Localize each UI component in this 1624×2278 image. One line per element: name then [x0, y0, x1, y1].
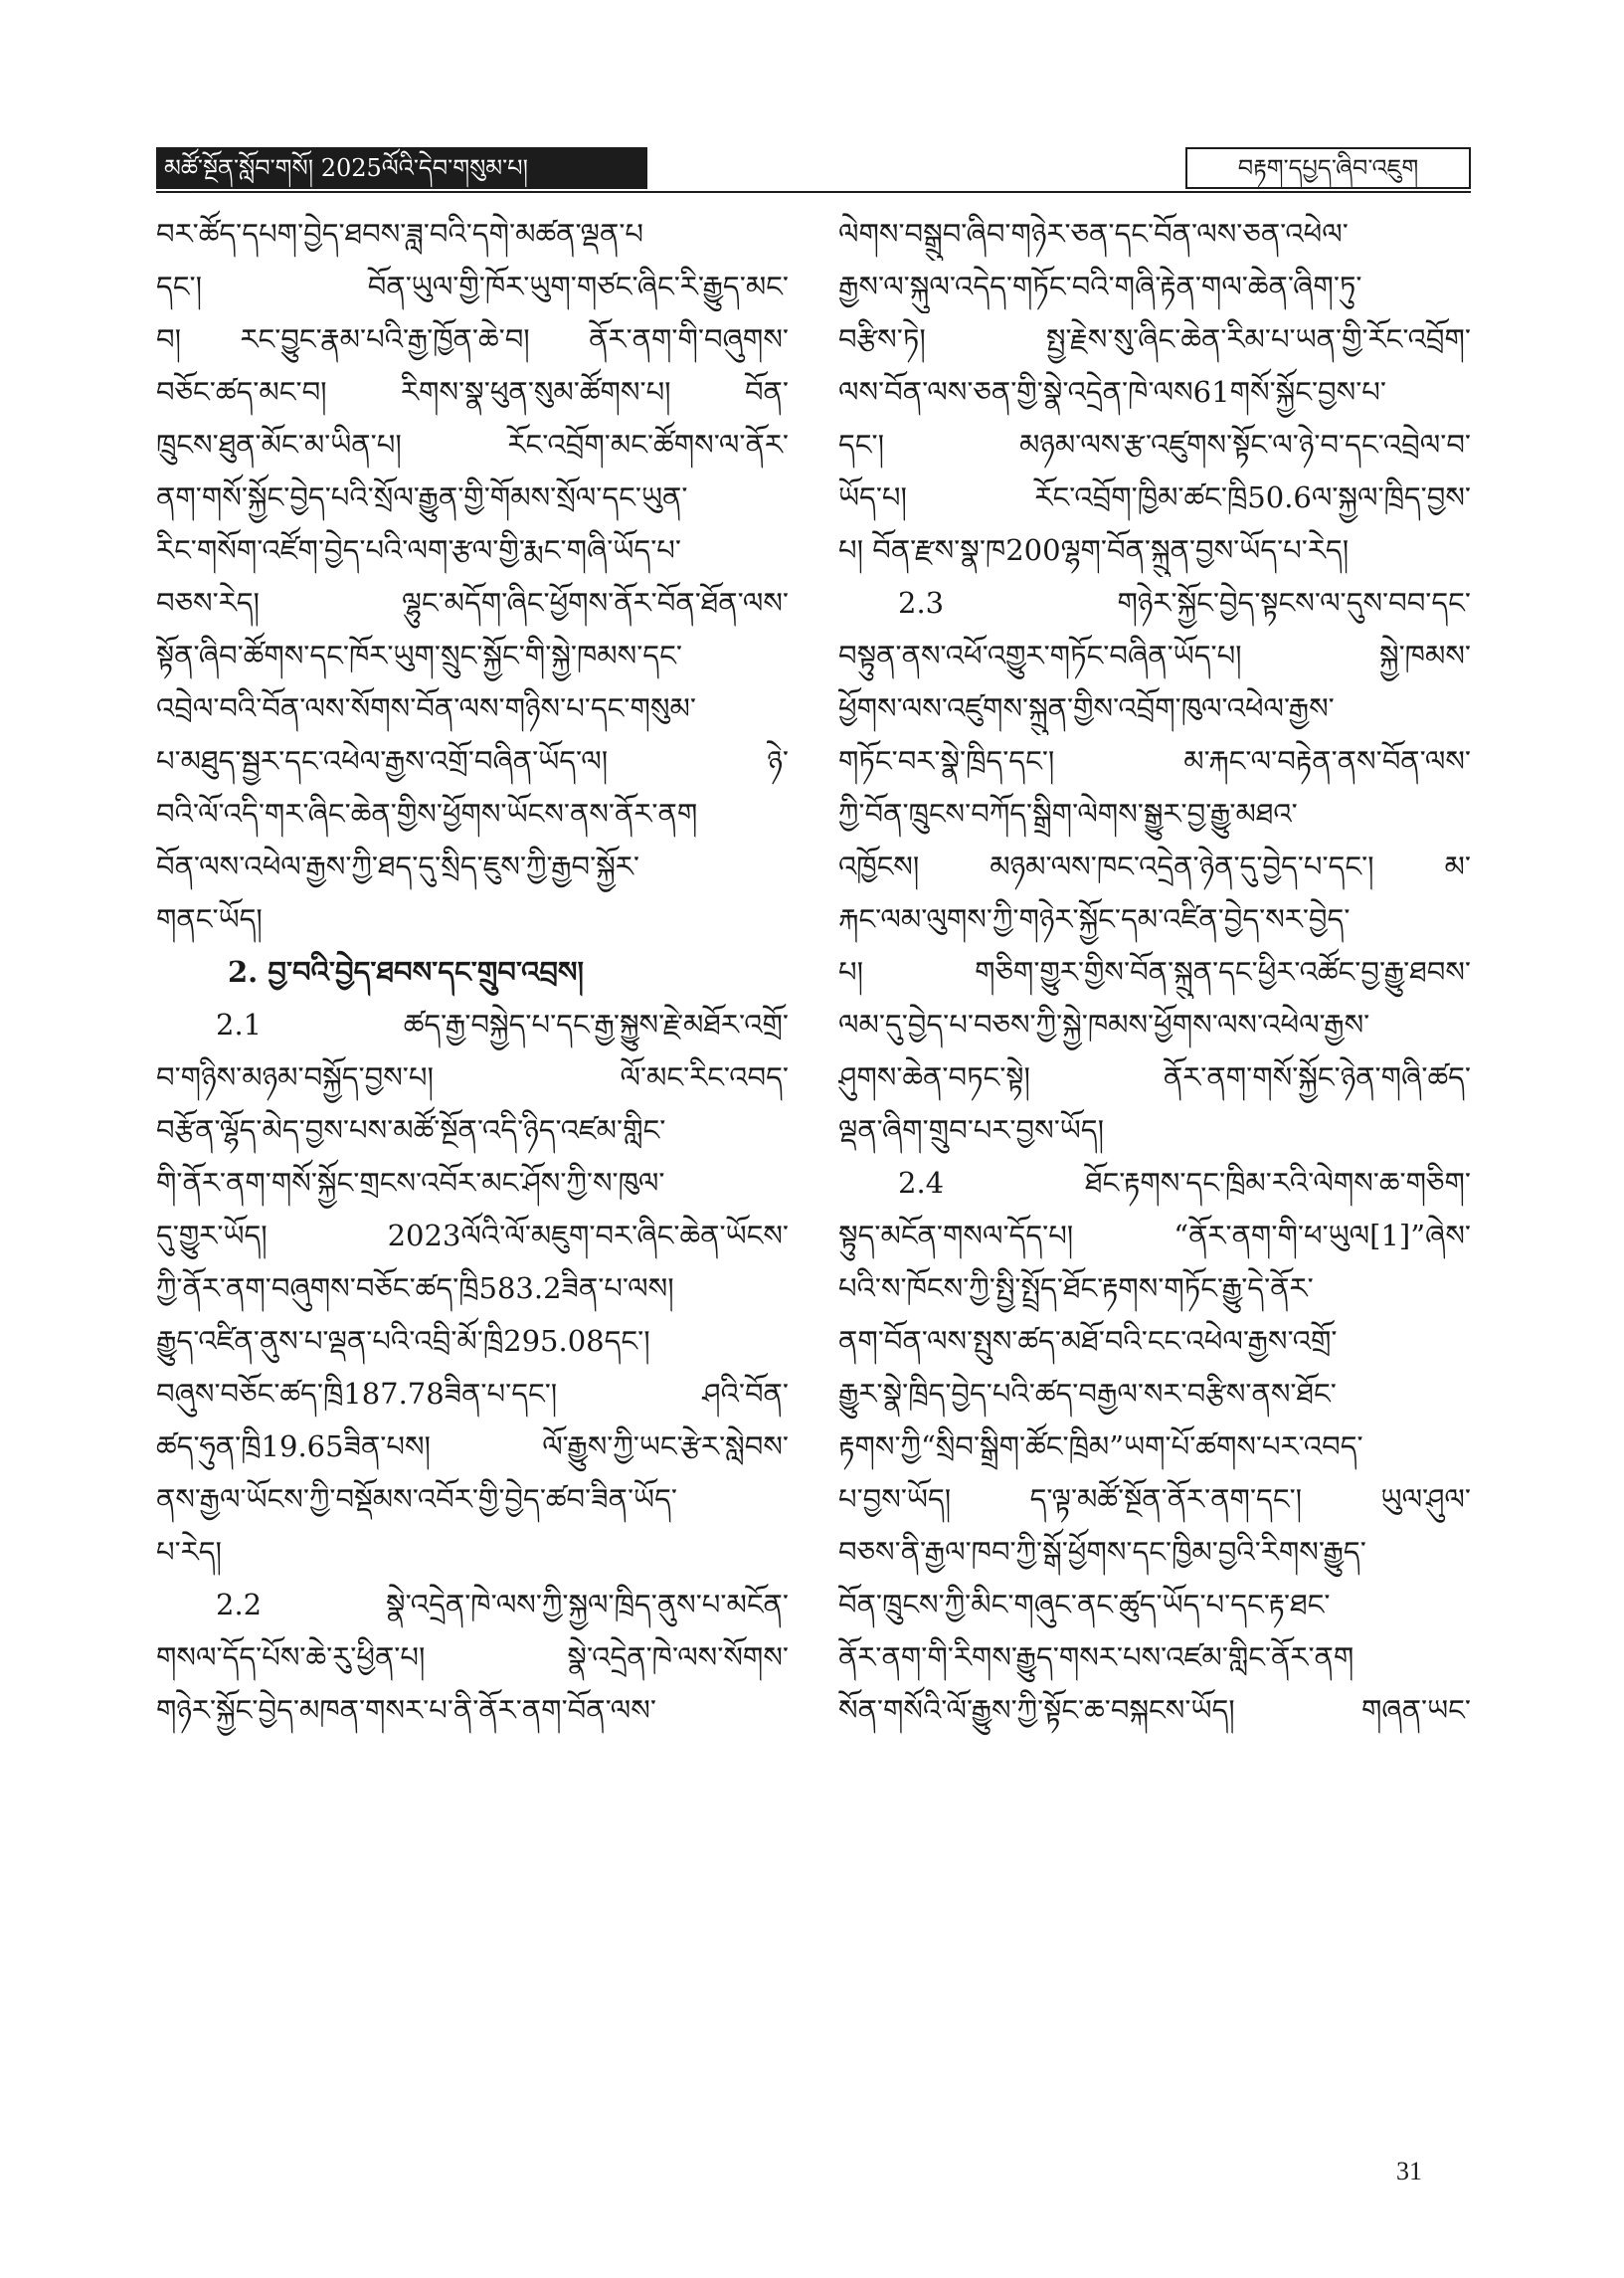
left-column: [156, 208, 789, 1737]
text-line: བརྩོན་ལྷོད་མེད་བྱས་པས་མཚོ་སྔོན་འདི་ཉིད་འཛམ་གླིང་: [156, 1113, 666, 1147]
text-line: གཉེར་སྐྱོང་བྱེད་མཁན་གསར་པ་ནི་ནོར་ནག་བོན་ལས་: [156, 1693, 656, 1727]
text-line: རྒྱུར་སྣེ་ཁྲིད་བྱེད་པའི་ཚད་བརྒྱལ་སར་བརྩིས་ནས་ཐོང་: [838, 1377, 1337, 1411]
header-rule: [156, 191, 1471, 193]
page-number: 31: [1396, 2157, 1422, 2185]
text-line: བསྟུན་ནས་འཕོ་འགྱུར་གཏོང་བཞིན་ཡོད་པ། སྐྱེ་ཁམས་: [838, 639, 1471, 672]
right-column: [838, 208, 1471, 1737]
text-line: སྟོན་ཞིབ་ཚོགས་དང་ཁོར་ཡུག་སྲུང་སྐྱོང་གི་སྐྱེ་ཁམས་དང་: [156, 639, 682, 672]
text-line: བ་གཉིས་མཉམ་བསྐྱོད་བྱས་པ། ལོ་མང་རིང་འབད་: [156, 1060, 789, 1094]
text-line: རྒྱས་ལ་སྐུལ་འདེད་གཏོང་བའི་གཞི་རྟེན་གལ་ཆེན་ཞིག་ཏུ་: [838, 270, 1362, 303]
text-line: བོན་ཁྲུངས་ཀྱི་མིང་གཞུང་ནང་ཚུད་ཡོད་པ་དང་རྟ་ཐང་: [838, 1588, 1331, 1621]
text-line: བཞུས་བཅོང་ཚད་ཁྲི187.78ཟིན་པ་དང་། ཤའི་བོན་: [156, 1377, 789, 1411]
text-line: དུ་གྱུར་ཡོད། 2023ལོའི་ལོ་མཇུག་བར་ཞིང་ཆེན་ཡོངས་: [156, 1219, 789, 1252]
text-line: 2.2 སྣེ་འདྲེན་ཁེ་ལས་ཀྱི་སྐྱལ་ཁྲིད་ནུས་པ་མངོན་: [216, 1588, 789, 1621]
text-line: བཅས་ནི་རྒྱལ་ཁབ་ཀྱི་སྒོ་ཕྱོགས་དང་ཁྱིམ་བྱའི་རིགས་རྒྱུད་: [838, 1535, 1366, 1569]
text-line: གི་ནོར་ནག་གསོ་སྐྱོང་གྲངས་འབོར་མང་ཤོས་ཀྱི་ས་ཁུལ་: [156, 1166, 665, 1200]
text-line: ཡོད་པ། རོང་འབྲོག་ཁྱིམ་ཚང་ཁྲི50.6ལ་སྐྱལ་ཁྲིད་བྱས་: [838, 480, 1471, 514]
running-header: [156, 147, 1471, 193]
text-line: བོན་ལས་འཕེལ་རྒྱས་ཀྱི་ཐད་དུ་སྲིད་ཇུས་ཀྱི་རྒྱབ་སྐྱོར་: [156, 850, 639, 883]
text-line: 2.1 ཚད་རྒྱ་བསྐྱེད་པ་དང་རྒྱ་སྐྱུས་རྗེ་མཐོར་འགྲོ་: [216, 1008, 789, 1042]
text-line: བར་ཚོད་དཔག་བྱེད་ཐབས་ཟླ་བའི་དགེ་མཚན་ལྡན་པ: [156, 217, 644, 251]
section-title: བརྟག་དཔྱད་ཞིབ་འཇུག: [1185, 147, 1471, 189]
text-line: འབྲེལ་བའི་བོན་ལས་སོགས་བོན་ལས་གཉིས་པ་དང་གསུམ་: [156, 691, 696, 725]
text-line: ཁྲུངས་ཐུན་མོང་མ་ཡིན་པ། རོང་འབྲོག་མང་ཚོགས་ལ་ནོར་: [156, 428, 789, 462]
text-line: པ་བྱས་ཡོད། ད་ལྟ་མཚོ་སྔོན་ནོར་ནག་དང་། ཡུལ་ཤུལ་: [838, 1482, 1471, 1516]
text-line: 2.3 གཉེར་སྐྱོང་བྱེད་སྟངས་ལ་དུས་བབ་དང་: [898, 586, 1471, 620]
text-line: དང་། བོན་ཡུལ་གྱི་ཁོར་ཡུག་གཙང་ཞིང་རི་རྒྱུད་མང་: [156, 270, 789, 303]
text-line: ཀྱི་བོན་ཁྲུངས་བཀོད་སྒྲིག་ལེགས་སྒྱུར་བྱ་རྒྱུ་མཐའ་: [838, 797, 1298, 831]
text-line: འཁྱོངས། མཉམ་ལས་ཁང་འདྲེན་ཉེན་དུ་བྱེད་པ་དང་། མ་: [838, 850, 1471, 883]
text-line: ལེགས་བསྒྲུབ་ཞིབ་གཉེར་ཅན་དང་བོན་ལས་ཅན་འཕེལ་: [838, 217, 1349, 251]
text-line: བའི་ལོ་འདི་གར་ཞིང་ཆེན་གྱིས་ཕྱོགས་ཡོངས་ནས་ནོར་ནག: [156, 797, 698, 831]
text-line: ནག་གསོ་སྐྱོང་བྱེད་པའི་སྲོལ་རྒྱུན་གྱི་གོམས་སྲོལ་དང་ཡུན་: [156, 480, 688, 514]
text-line: ཚད་ཧུན་ཁྲི19.65ཟིན་པས། ལོ་རྒྱུས་ཀྱི་ཡང་རྩེར་སླེབས་: [156, 1429, 789, 1463]
journal-title: མཚོ་སྔོན་སློབ་གསོ། 2025ལོའི་དེབ་གསུམ་པ།: [156, 147, 647, 189]
text-line: རྟགས་ཀྱི“སྲིབ་སྒྲིག་ཚོང་ཁྲིམ”ཡག་པོ་ཚགས་པར་འབད་: [838, 1429, 1363, 1463]
text-line: སོན་གསོའི་ལོ་རྒྱུས་ཀྱི་སྟོང་ཆ་བསྐངས་ཡོད། གཞན་ཡང་: [838, 1693, 1471, 1727]
text-line: ཤུགས་ཆེན་བཏང་སྟེ། ནོར་ནག་གསོ་སྐྱོང་ཉེན་གཞི་ཚད་: [838, 1060, 1471, 1094]
text-line: པའི་ས་ཁོངས་ཀྱི་སྤྱི་སྤྲོད་ཐོང་རྟགས་གཏོང་རྒྱུ་དེ་ནོར་: [838, 1271, 1314, 1305]
text-line: པ་མཐུད་སྦྱར་དང་འཕེལ་རྒྱས་འགྲོ་བཞིན་ཡོད་ལ། ཉེ་: [156, 744, 789, 778]
text-line: ནས་རྒྱལ་ཡོངས་ཀྱི་བསྡོམས་འབོར་གྱི་བྱེད་ཚབ་ཟིན་ཡོད་: [156, 1482, 677, 1516]
text-line: ལམ་དུ་བྱེད་པ་བཅས་ཀྱི་སྐྱེ་ཁམས་ཕྱོགས་ལས་འཕེལ་རྒྱས་: [838, 1008, 1370, 1042]
text-line: གཏོང་བར་སྣེ་ཁྲིད་དང་། མ་རྐང་ལ་བརྟེན་ནས་བོན་ལས་: [838, 744, 1471, 778]
text-line: པ་རེད།: [156, 1535, 222, 1569]
text-line: ནག་བོན་ལས་སྤུས་ཚད་མཐོ་བའི་ངང་འཕེལ་རྒྱས་འགྲོ་: [838, 1324, 1338, 1358]
text-line: པ། གཅིག་གྱུར་གྱིས་བོན་སྐྲུན་དང་ཕྱིར་འཚོང་བྱ་རྒྱུ་ཐབས་: [838, 955, 1471, 989]
text-line: རྒྱུད་འཛིན་ནུས་པ་ལྡན་པའི་འབྲི་མོ་ཁྲི295.08དང་།: [156, 1324, 650, 1358]
text-line: གནང་ཡོད།: [156, 902, 263, 936]
text-line: ལྡན་ཞིག་གྲུབ་པར་བྱས་ཡོད།: [838, 1113, 1105, 1147]
text-line: རིང་གསོག་འཛོག་བྱེད་པའི་ལག་རྩལ་གྱི་རྨང་གཞི་ཡོད་པ་: [156, 533, 681, 567]
text-line: ཕྱོགས་ལས་འཛུགས་སྐྲུན་གྱིས་འབྲོག་ཁུལ་འཕེལ་རྒྱས་: [838, 691, 1335, 725]
text-line: པ། བོན་རྫས་སྣ་ཁ200ལྷག་བོན་སྐྲུན་བྱས་ཡོད་པ་རེད།: [838, 533, 1350, 567]
text-line: སྟུད་མངོན་གསལ་དོད་པ། “ནོར་ནག་གི་ཕ་ཡུལ[1]”ཞེས་: [838, 1219, 1471, 1252]
text-line: ལས་བོན་ལས་ཅན་གྱི་སྣེ་འདྲེན་ཁེ་ལས61གསོ་སྐྱོང་བྱས་པ་: [838, 375, 1386, 409]
text-line: 2.4 ཐོང་རྟགས་དང་ཁྲིམ་རའི་ལེགས་ཆ་གཅིག་: [898, 1166, 1471, 1200]
text-line: བ། རང་བྱུང་རྣམ་པའི་རྒྱ་ཁྱོན་ཆེ་བ། ནོར་ནག་གི་བཞུགས་: [156, 322, 789, 356]
text-line: བཅོང་ཚད་མང་བ། རིགས་སྣ་ཕུན་སུམ་ཚོགས་པ། བོན་: [156, 375, 789, 409]
text-line: རྐང་ལམ་ལུགས་ཀྱི་གཉེར་སྐྱོང་དམ་འཛིན་བྱེད་སར་བྱེད་: [838, 902, 1351, 936]
text-line: ནོར་ནག་གི་རིགས་རྒྱུད་གསར་པས་འཛམ་གླིང་ནོར་ནག: [838, 1640, 1354, 1674]
text-line: ཀྱི་ནོར་ནག་བཞུགས་བཅོང་ཚད་ཁྲི583.2ཟིན་པ་ལས།: [156, 1271, 674, 1305]
text-line: བཅས་རེད། ལྷུང་མདོག་ཞིང་ཕྱོགས་ནོར་བོན་ཐོན་ལས་: [156, 586, 789, 620]
text-line: བརྩིས་ཏེ། སྤྱ་རྗེས་སུ་ཞིང་ཆེན་རིམ་པ་ཡན་གྱི་རོང་འབྲོག་: [838, 322, 1471, 356]
section-heading: 2. བྱ་བའི་བྱེད་ཐབས་དང་གྲུབ་འབྲས།: [228, 955, 584, 989]
text-line: གསལ་དོད་པོས་ཆེ་རུ་ཕྱིན་པ། སྣེ་འདྲེན་ཁེ་ལས་སོགས་: [156, 1640, 789, 1674]
text-line: དང་། མཉམ་ལས་རྩ་འཛུགས་སྟོང་ལ་ཉེ་བ་དང་འབྲེལ་བ་: [838, 428, 1471, 462]
